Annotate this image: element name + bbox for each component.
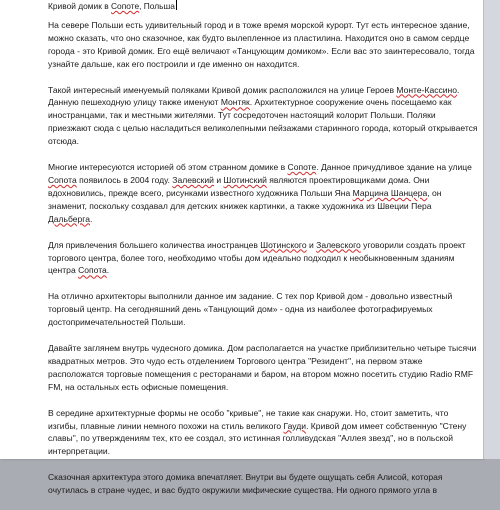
document-title bbox=[48, 0, 478, 13]
paragraph-text: Давайте заглянем внутрь чудесного домика. Дом располагается на участке приблизительно четыре тысячи квадратных метров. Это чудо есть отделением Торгового центра "Резидент", на первом этаже расположатся торговые помещения с ресторанами и баром, на втором можно посетить студию Radio RMF FM, на остальных есть офисные помещения. bbox=[48, 343, 477, 392]
paragraph-text: . Данную пешеходную улицу также именуют bbox=[48, 84, 460, 108]
misspelled-word: Монтяк bbox=[220, 97, 250, 108]
paragraph bbox=[48, 161, 478, 226]
misspelled-word: Залевского bbox=[316, 239, 361, 250]
paragraph-text: и bbox=[306, 239, 317, 250]
paragraph-text: и bbox=[213, 174, 224, 185]
paragraph-text: появилось в 2004 году. bbox=[76, 174, 173, 185]
paragraph-text: Многие интересуются историей об этом странном домике в bbox=[48, 162, 288, 173]
misspelled-word: Залевский bbox=[172, 174, 214, 185]
paragraph-text: В середине архитектурные формы не особо "кривые", не такие как снаружи. Но, стоит заметить, что изгибы, плавные линии немного похожи на стиль великого bbox=[48, 407, 449, 431]
paragraph bbox=[48, 407, 478, 459]
paragraph-text: . Архитектурное сооружение очень посещаемо как иностранцами, так и местными жителями. Тут сосредоточен настоящий колорит Польши. Поляки приезжают сюда с целью насладиться великолепными пейзажами старинного города, который открывается отсюда. bbox=[48, 97, 478, 147]
paragraph bbox=[48, 290, 478, 329]
misspelled-word: Шотинский bbox=[223, 174, 267, 185]
paragraph-text: , он знаменит, поскольку создавал для детских книжек картинки, а также художника из Швеции Пера bbox=[48, 187, 442, 211]
paragraph-text: Сказочная архитектура этого домика впечатляет. Внутри вы будете ощущать себя Алисой, которая очутилась в стране чудес, и вас будто окружили мифические существа. Ни одного прямого угла в bbox=[48, 472, 443, 496]
misspelled-word: Сопоте bbox=[287, 162, 317, 173]
vertical-scrollbar[interactable] bbox=[483, 0, 500, 459]
paragraph-text: Для привлечения большего количества иностранцев bbox=[48, 239, 261, 250]
misspelled-word: Марцина Шанцера bbox=[352, 187, 428, 198]
paragraph bbox=[48, 239, 478, 278]
paragraph-text: . Данное причудливое здание на улице bbox=[316, 162, 472, 173]
document-body[interactable] bbox=[48, 0, 478, 510]
misspelled-word: Сопота bbox=[48, 174, 77, 185]
misspelled-word: Сопота bbox=[78, 265, 107, 276]
paragraph bbox=[48, 19, 478, 71]
text-cursor bbox=[176, 0, 177, 10]
paragraph-text: Такой интересный именуемый поляками Кривой домик расположился на улице Героев bbox=[48, 84, 397, 95]
paragraph bbox=[48, 471, 478, 497]
paragraph-text: . Кривой дом имеет собственную "Стену славы", по утверждениям тех, кто ее создал, это истинная голливудская "Аллея звезд", но в польской интерпретации. bbox=[48, 420, 467, 457]
title-text: Кривой домик в bbox=[48, 1, 111, 11]
paragraph bbox=[48, 342, 478, 394]
paragraph bbox=[48, 84, 478, 149]
paragraph-text: На отлично архитекторы выполнили данное им задание. С тех пор Кривой дом - довольно известный торговый центр. На сегодняшний день «Танцующий дом» - одна из наиболее фотографируемых достопримечательностей Польши. bbox=[48, 291, 453, 328]
misspelled-word: Дальберга bbox=[48, 213, 90, 224]
paragraph-text: . bbox=[106, 265, 110, 276]
title-text: , Польша bbox=[139, 1, 175, 11]
misspelled-word: Гауди bbox=[283, 420, 307, 431]
paragraph-text: являются проектировщиками дома. Они вдохновились, прежде всего, рисунками известного художника Польши Яна bbox=[48, 174, 430, 198]
paragraph-text: На севере Польши есть удивительный город и в тоже время морской курорт. Тут есть интересное здание, можно сказать, что оно сказочное, как будто вылепленное из пластилина. Находится оно в самом сердце города - это Кривой домик. Его ещё величают «Танцующим домиком». Если вас это заинтересовало, тогда узнайте дальше, как его построили и где именно он находится. bbox=[48, 19, 475, 69]
paragraph-text: . bbox=[89, 213, 93, 224]
paragraph-text: уговорили создать проект торгового центра, более того, необходимо чтобы дом идеально подходил к необыкновенным зданиям центра bbox=[48, 239, 466, 276]
misspelled-word: Шотинского bbox=[260, 239, 307, 250]
misspelled-word: Сопоте bbox=[110, 1, 140, 11]
misspelled-word: Монте-Кассино bbox=[396, 84, 457, 95]
